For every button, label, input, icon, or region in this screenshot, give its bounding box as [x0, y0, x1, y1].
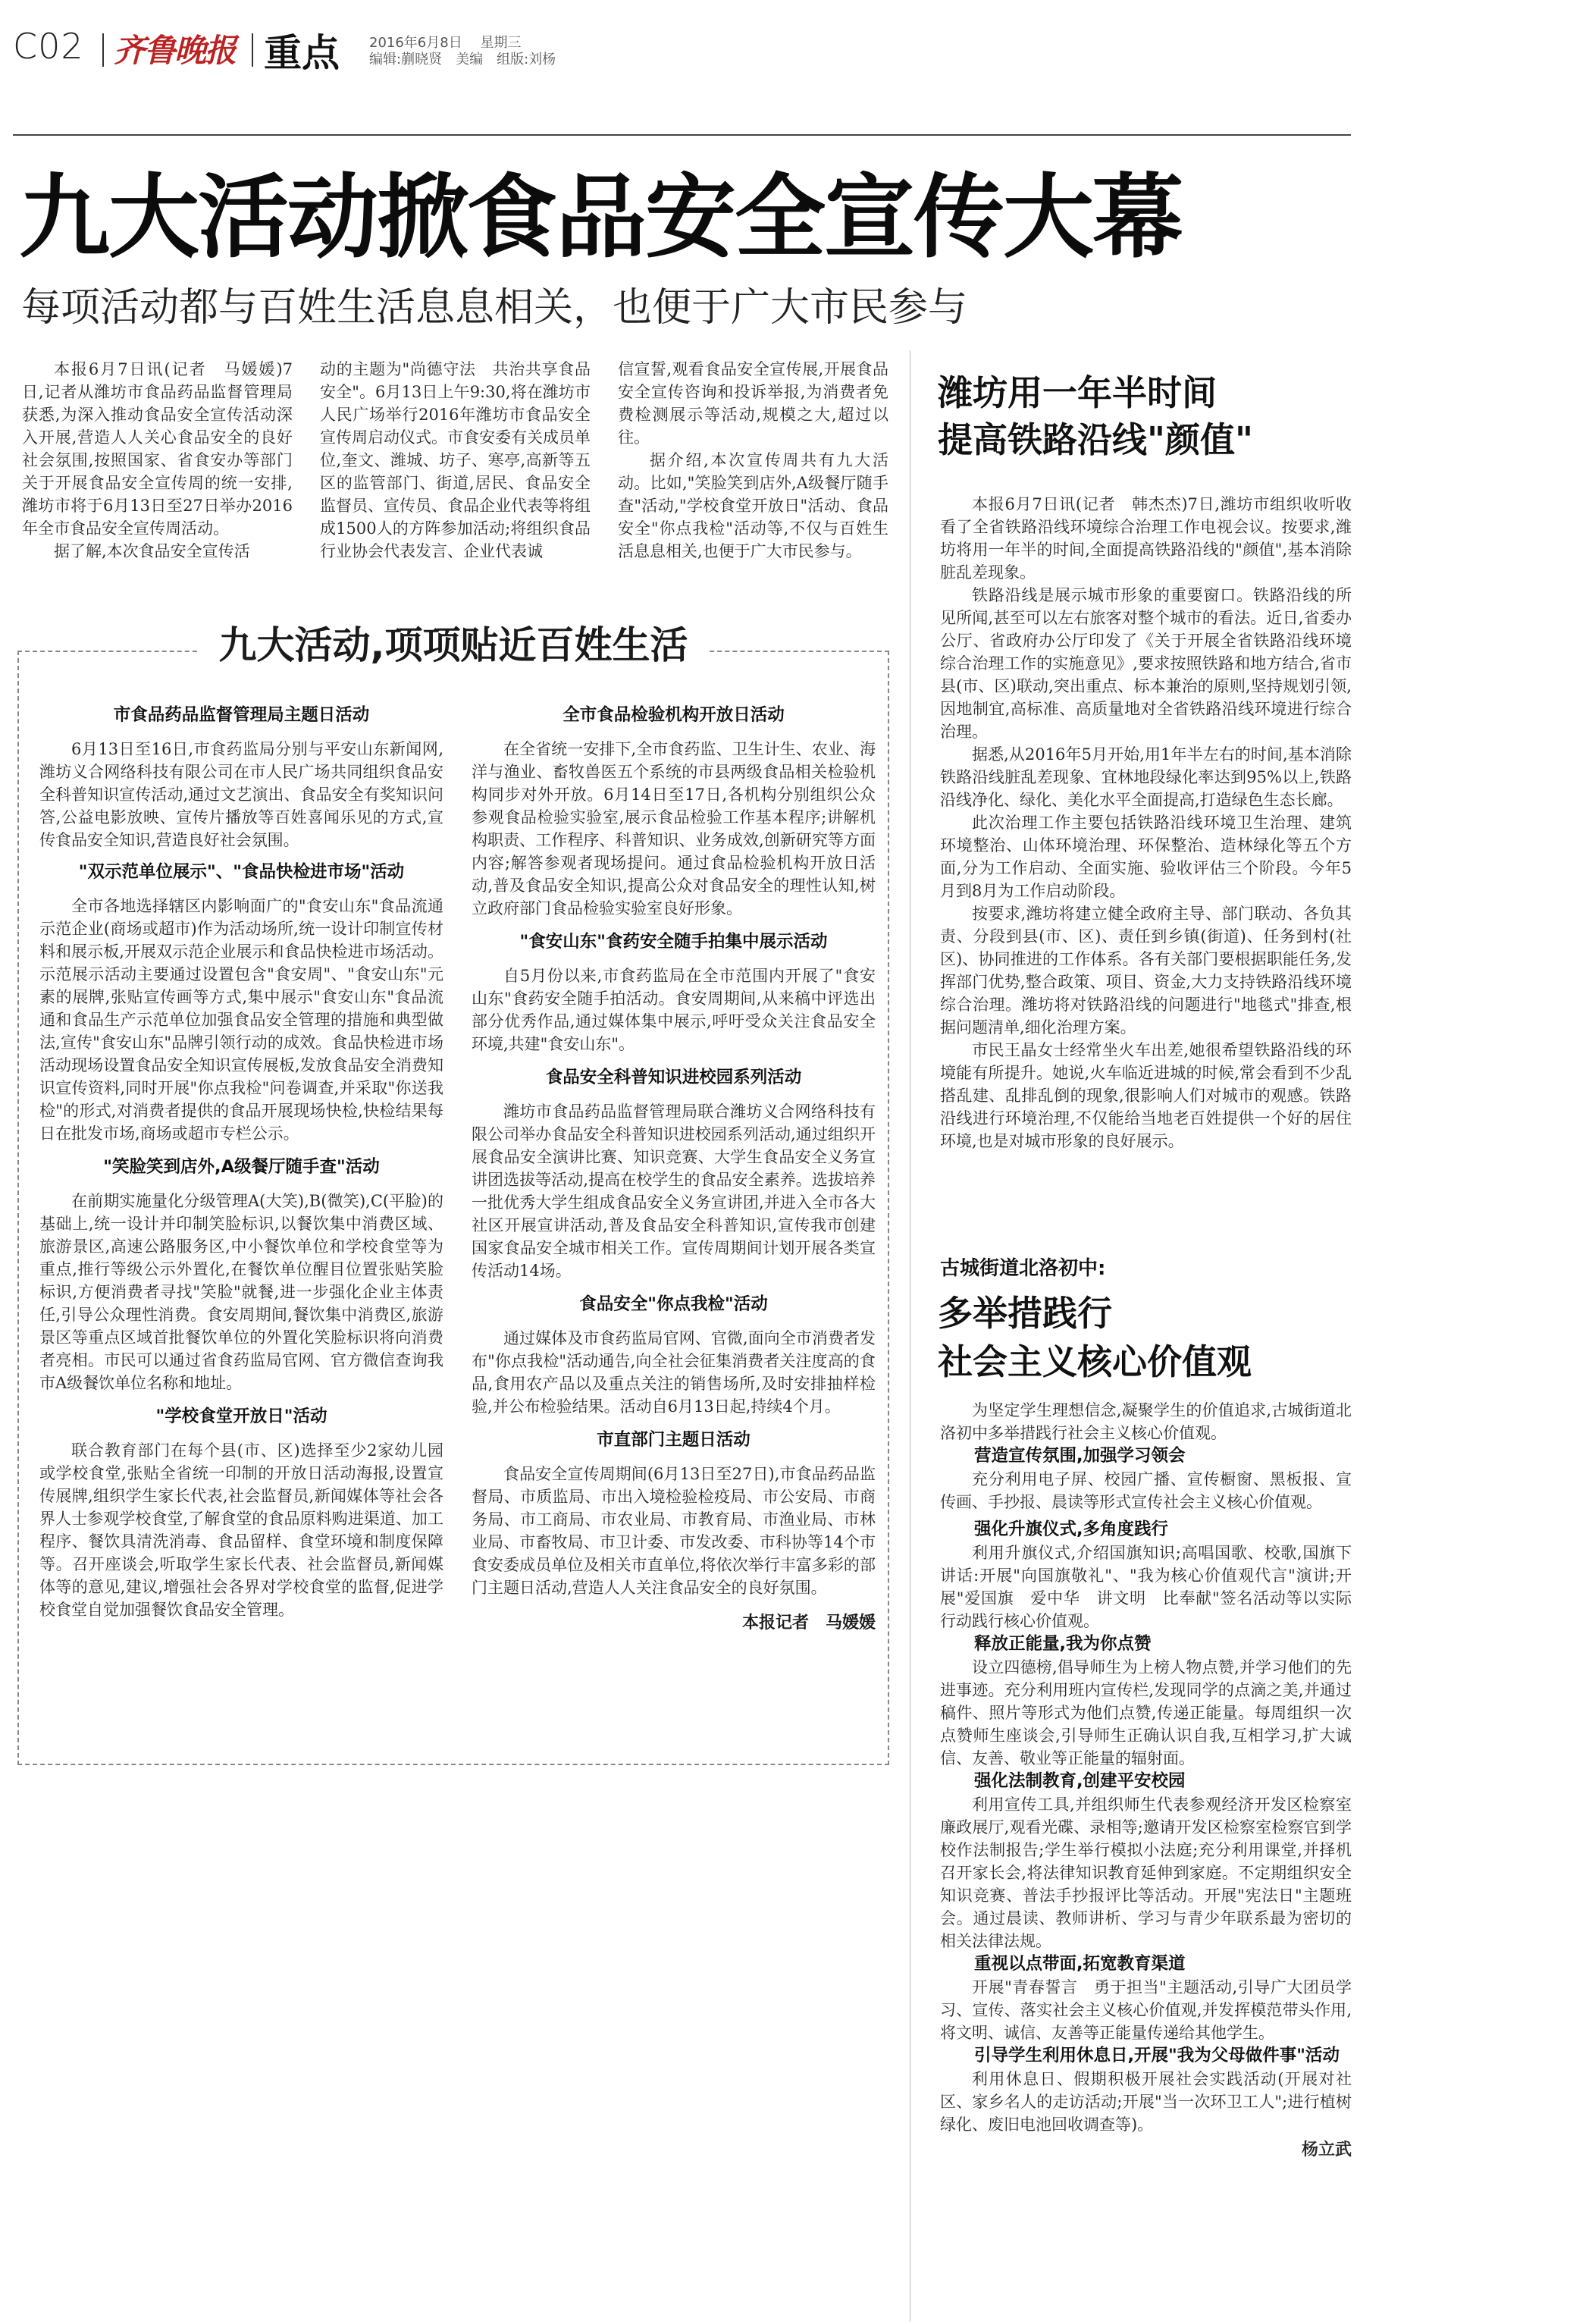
activity-body: [39, 1439, 443, 1621]
box-right-column: [472, 704, 876, 1633]
activity-body: [472, 1100, 876, 1282]
date-text: 2016年6月8日: [369, 35, 462, 51]
activity-title: "双示范单位展示"、"食品快检进市场"活动: [78, 862, 405, 882]
activity-title: 食品安全科普知识进校园系列活动: [545, 1068, 802, 1087]
activity-title: 市直部门主题日活动: [597, 1430, 751, 1450]
activity-paragraph: 通过媒体及市食药监局官网、官微,面向全市消费者发布"你点我检"活动通告,向全社会征集消费者关注度高的食品,食用农产品以及重点关注的销售场所,及时安排抽样检验,并公布检验结果。活动自6月13日起,持续4个月。: [472, 1329, 876, 1416]
activity-body: [472, 964, 876, 1055]
article-paragraph: 为坚定学生理想信念,凝聚学生的价值追求,古城街道北洛初中多举措践行社会主义核心价值观。: [940, 1401, 1352, 1442]
editor-credits: 编辑:蒯晓贤 美编 组版:刘杨: [369, 52, 556, 67]
box-left-column: [39, 704, 443, 1621]
activity-title: 全市食品检验机构开放日活动: [563, 705, 785, 725]
lead-paragraph: 据介绍,本次宣传周共有九大活动。比如,"笑脸笑到店外,A级餐厅随手查"活动,"学校食堂开放日"活动、食品安全"你点我检"活动等,不仅与百姓生活息息相关,也便于广大市民参与。: [618, 451, 888, 560]
section-title: 营造宣传氛围,加强学习领会: [974, 1446, 1186, 1466]
lead-paragraph: 信宣誓,观看食品安全宣传展,开展食品安全宣传咨询和投诉举报,为消费者免费检测展示等活动,规模之大,超过以往。: [618, 360, 888, 447]
header-divider-1: [102, 33, 104, 67]
activity-title: 食品安全"你点我检"活动: [579, 1294, 768, 1314]
activity-title: "食安山东"食药安全随手拍集中展示活动: [519, 932, 828, 952]
section-name: 重点: [264, 31, 340, 75]
article-paragraph: 据悉,从2016年5月开始,用1年半左右的时间,基本消除铁路沿线脏乱差现象、宜林地段绿化率达到95%以上,铁路沿线净化、绿化、美化水平全面提高,打造绿色生态长廊。: [940, 745, 1352, 809]
activity-body: [39, 895, 443, 1145]
article-paragraph: 市民王晶女士经常坐火车出差,她很希望铁路沿线的环境能有所提升。她说,火车临近进城的时候,常会看到不少乱搭乱建、乱排乱倒的现象,很影响人们对城市的观感。铁路沿线进行环境治理,不仅能给当地老百姓提供一个好的居住环境,也是对城市形象的良好展示。: [940, 1041, 1352, 1150]
activity-body: [39, 738, 443, 852]
article-byline: 杨立武: [1301, 2141, 1352, 2159]
lead-paragraph: 本报6月7日讯(记者 马媛媛)7日,记者从潍坊市食品药品监督管理局获悉,为深入推动食品安全宣传活动深入开展,营造人人关心食品安全的良好社会氛围,按照国家、省食安办等部门关于开展食品安全宣传周的统一安排,潍坊市将于6月13日至27日举办2016年全市食品安全宣传周活动。: [22, 360, 293, 538]
page-number: C02: [13, 26, 84, 67]
headline-line: 提高铁路沿线"颜值": [938, 419, 1253, 460]
activity-paragraph: 潍坊市食品药品监督管理局联合潍坊义合网络科技有限公司举办食品安全科普知识进校园系列活动,通过组织开展食品安全演讲比赛、知识竞赛、大学生食品安全义务宣讲团选拔等活动,提高在校学生的食品安全素养。选拔培养一批优秀大学生组成食品安全义务宣讲团,并进入全市各大社区开展宣讲活动,普及食品安全科普知识,宣传我市创建国家食品安全城市相关工作。宣传周期间计划开展各类宣传活动14场。: [472, 1102, 876, 1280]
lead-column-2: [320, 358, 591, 563]
activity-title: 市食品药品监督管理局主题日活动: [113, 705, 370, 725]
rail-article-1-body: [940, 493, 1352, 1153]
section-title: 强化升旗仪式,多角度践行: [974, 1520, 1169, 1539]
headline-line: 多举措践行: [938, 1293, 1112, 1334]
article-paragraph: 此次治理工作主要包括铁路沿线环境卫生治理、建筑环境整治、山体环境治理、环保整治、造林绿化等五个方面,分为工作启动、全面实施、验收评估三个阶段。今年5月到8月为工作启动阶段。: [940, 814, 1352, 900]
article-paragraph: 按要求,潍坊将建立健全政府主导、部门联动、各负其责、分段到县(市、区)、责任到乡镇(街道)、任务到村(社区)、协同推进的工作体系。各有关部门要根据职能任务,发挥部门优势,整合政策、项目、资金,大力支持铁路沿线环境综合治理。潍坊将对铁路沿线的问题进行"地毯式"排查,根据问题清单,细化治理方案。: [940, 905, 1352, 1037]
activity-body: [472, 1327, 876, 1418]
section-title: 引导学生利用休息日,开展"我为父母做件事"活动: [974, 2046, 1340, 2065]
article-paragraph: 充分利用电子屏、校园广播、宣传橱窗、黑板报、宣传画、手抄报、晨读等形式宣传社会主义核心价值观。: [940, 1470, 1352, 1511]
article-paragraph: 本报6月7日讯(记者 韩杰杰)7日,潍坊市组织收听收看了全省铁路沿线环境综合治理工作电视会议。按要求,潍坊将用一年半的时间,全面提高铁路沿线的"颜值",基本消除脏乱差现象。: [940, 495, 1352, 582]
section-title: 强化法制教育,创建平安校园: [974, 1771, 1186, 1791]
activity-paragraph: 在前期实施量化分级管理A(大笑),B(微笑),C(平脸)的基础上,统一设计并印制笑脸标识,以餐饮集中消费区域、旅游景区,高速公路服务区,中小餐饮单位和学校食堂等为重点,推行等级公示外置化,在餐饮单位醒目位置张贴笑脸标识,方便消费者寻找"笑脸"就餐,进一步强化企业主体责任,引导公众理性消费。食安周期间,餐饮集中消费区,旅游景区等重点区域首批餐饮单位的外置化笑脸标识将向消费者亮相。市民可以通过省食药监局官网、官方微信查询我市A级餐饮单位名称和地址。: [39, 1192, 443, 1392]
header-rule: [13, 134, 1351, 136]
article-paragraph: 开展"青春誓言 勇于担当"主题活动,引导广大团员学习、宣传、落实社会主义核心价值观,并发挥模范带头作用,将文明、诚信、友善等正能量传递给其他学生。: [940, 1978, 1352, 2042]
activity-paragraph: 自5月份以来,市食药监局在全市范围内开展了"食安山东"食药安全随手拍活动。食安周期间,从来稿中评选出部分优秀作品,通过媒体集中展示,呼吁受众关注食品安全环境,共建"食安山东"。: [472, 967, 876, 1053]
lead-paragraph: 据了解,本次食品安全宣传活: [54, 542, 250, 560]
section-title: 重视以点带面,拓宽教育渠道: [974, 1954, 1186, 1974]
article-paragraph: 利用休息日、假期积极开展社会实践活动(开展对社区、家乡名人的走访活动;开展"当一次环卫工人";进行植树绿化、废旧电池回收调查等)。: [940, 2070, 1352, 2134]
activity-body: [39, 1190, 443, 1394]
headline-line: 社会主义核心价值观: [938, 1341, 1252, 1382]
headline-line: 潍坊用一年半时间: [938, 372, 1217, 413]
activities-box-title-overlay: 九大活动,项项贴近百姓生活: [218, 623, 688, 667]
activity-paragraph: 全市各地选择辖区内影响面广的"食安山东"食品流通示范企业(商场或超市)作为活动场所,统一设计印制宣传材料和展示板,开展双示范企业展示和食品快检进市场活动。示范展示活动主要通过设置包含"食安周"、"食安山东"元素的展牌,张贴宣传画等方式,集中展示"食安山东"食品流通和食品生产示范单位加强食品安全管理的措施和典型做法,宣传"食安山东"品牌引领行动的成效。食品快检进市场活动现场设置食品安全知识宣传展板,发放食品安全消费知识宣传资料,同时开展"你点我检"问卷调查,并采取"你送我检"的形式,对消费者提供的食品开展现场快检,快检结果每日在批发市场,商场或超市专栏公示。: [39, 897, 443, 1143]
article-paragraph: 设立四德榜,倡导师生为上榜人物点赞,并学习他们的先进事迹。充分利用班内宣传栏,发现同学的点滴之美,并通过稿件、照片等形式为他们点赞,传递正能量。每周组织一次点赞师生座谈会,引导师生正确认识自我,互相学习,扩大诚信、友善、敬业等正能量的辐射面。: [940, 1658, 1352, 1767]
activity-title: "学校食堂开放日"活动: [155, 1407, 327, 1426]
weekday-text: 星期三: [480, 35, 522, 51]
activity-paragraph: 在全省统一安排下,全市食药监、卫生计生、农业、海洋与渔业、畜牧兽医五个系统的市县两级食品相关检验机构同步对外开放。6月14日至17日,各机构分别组织公众参观食品检验实验室,展示食品检验工作基本程序;讲解机构职责、工作程序、科普知识、业务成效,创新研究等方面内容;解答参观者现场提问。通过食品检验机构开放日活动,普及食品安全知识,提高公众对食品安全的理性认知,树立政府部门食品检验实验室良好形象。: [472, 740, 876, 917]
header-divider-2: [252, 33, 253, 67]
activity-body: [472, 1463, 876, 1599]
article-paragraph: 铁路沿线是展示城市形象的重要窗口。铁路沿线的所见所闻,甚至可以左右旅客对整个城市的看法。近日,省委办公厅、省政府办公厅印发了《关于开展全省铁路沿线环境综合治理工作的实施意见》,要求按照铁路和地方结合,省市县(市、区)联动,突出重点、标本兼治的原则,坚持规划引领,因地制宜,高标准、高质量地对全省铁路沿线环境进行综合治理。: [940, 586, 1352, 741]
rail-article-1-headline: [938, 369, 1362, 463]
activity-body: [472, 738, 876, 920]
lead-paragraph: 动的主题为"尚德守法 共治共享食品安全"。6月13日上午9:30,将在潍坊市人民广场举行2016年潍坊市食品安全宣传周启动仪式。市食安委有关成员单位,奎文、潍城、坊子、寒亭,高新等五区的监管部门、街道,居民、食品安全监督员、宣传员、食品企业代表等将组成1500人的方阵参加活动;将组织食品行业协会代表发言、企业代表诚: [320, 360, 591, 560]
activity-title: "笑脸笑到店外,A级餐厅随手查"活动: [103, 1157, 380, 1177]
rail-article-2-headline: [938, 1289, 1362, 1386]
rail-article-2-kicker: 古城街道北洛初中:: [940, 1257, 1106, 1280]
masthead-logo: 齐鲁晚报: [114, 32, 236, 69]
rail-article-2-body: [940, 1399, 1352, 2162]
activity-paragraph: 6月13日至16日,市食药监局分别与平安山东新闻网,潍坊义合网络科技有限公司在市人民广场共同组织食品安全科普知识宣传活动,通过文艺演出、食品安全有奖知识问答,公益电影放映、宣传片播放等百姓喜闻乐见的方式,宣传食品安全知识,营造良好社会氛围。: [39, 740, 443, 849]
section-title: 释放正能量,我为你点赞: [974, 1634, 1152, 1654]
article-paragraph: 利用升旗仪式,介绍国旗知识;高唱国歌、校歌,国旗下讲话:开展"向国旗敬礼"、"我为核心价值观代言"演讲;开展"爱国旗 爱中华 讲文明 比奉献"签名活动等以实际行动践行核心价值观。: [940, 1544, 1352, 1630]
page-subhead: 每项活动都与百姓生活息息相关，也便于广大市民参与: [21, 285, 968, 331]
page-headline: 九大活动掀食品安全宣传大幕: [19, 165, 1182, 271]
lead-column-1: [22, 358, 293, 563]
activity-paragraph: 联合教育部门在每个县(市、区)选择至少2家幼儿园或学校食堂,张贴全省统一印制的开放日活动海报,设置宣传展牌,组织学生家长代表,社会监督员,新闻媒体等社会各界人士参观学校食堂,了解食堂的食品原料购进渠道、加工程序、餐饮具清洗消毒、食品留样、食堂环境和制度保障等。召开座谈会,听取学生家长代表、社会监督员,新闻媒体等的意见,建议,增强社会各界对学校食堂的监督,促进学校食堂自觉加强餐饮食品安全管理。: [39, 1441, 443, 1619]
lead-column-3: [618, 358, 888, 563]
article-paragraph: 利用宣传工具,并组织师生代表参观经济开发区检察室廉政展厅,观看光碟、录相等;邀请开发区检察室检察官到学校作法制报告;学生举行模拟小法庭;充分利用课堂,并择机召开家长会,将法律知识教育延伸到家庭。不定期组织安全知识竞赛、普法手抄报评比等活动。开展"宪法日"主题班会。通过晨读、教师讲析、学习与青少年联系最为密切的相关法律法规。: [940, 1796, 1352, 1950]
article-byline: 本报记者 马媛媛: [741, 1614, 876, 1632]
activity-paragraph: 食品安全宣传周期间(6月13日至27日),市食品药品监督局、市质监局、市出入境检验检疫局、市公安局、市商务局、市工商局、市农业局、市教育局、市渔业局、市林业局、市畜牧局、市卫计委、市发改委、市科协等14个市食安委成员单位及相关市直单位,将依次举行丰富多彩的部门主题日活动,营造人人关注食品安全的良好氛围。: [472, 1465, 876, 1597]
